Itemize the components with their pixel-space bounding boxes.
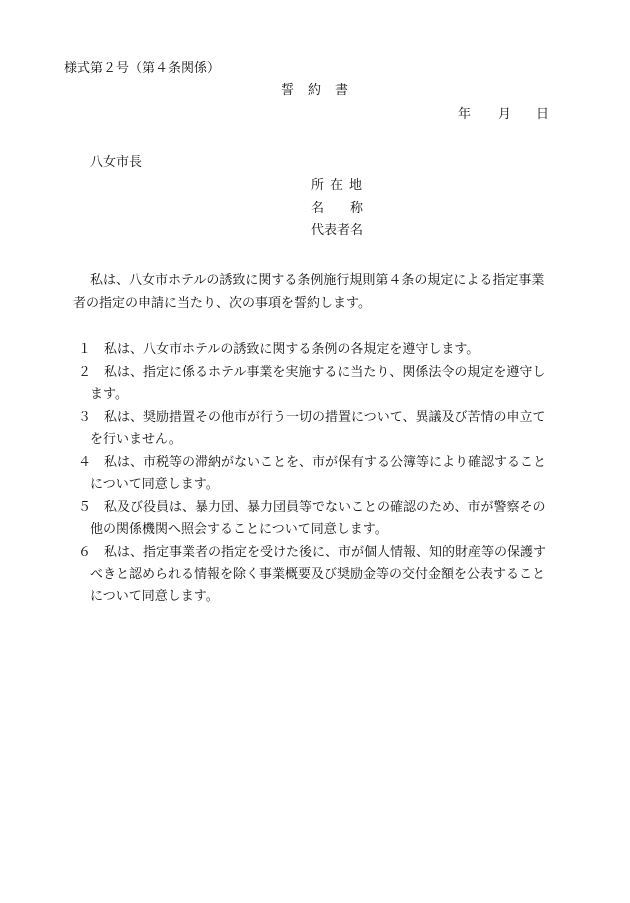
title-char: 約 (308, 83, 322, 98)
item-number: ６ (78, 545, 92, 560)
title-char: 誓 (281, 83, 295, 98)
name-char: 名 (311, 201, 325, 216)
address-label (311, 178, 362, 194)
name-char: 称 (350, 201, 364, 216)
item-number: ５ (78, 500, 92, 515)
pledge-item-3 (78, 407, 588, 451)
representative-label: 代表者名 (311, 223, 364, 238)
intro-line: 私は、八女市ホテルの誘致に関する条例施行規則第４条の規定による指定事業 (90, 273, 545, 288)
intro-line: 者の指定の申請に当たり、次の事項を誓約します。 (73, 296, 371, 311)
address-char: 所 (311, 178, 325, 193)
item-line: 私は、指定に係るホテル事業を実施するに当たり、関係法令の規定を遵守し (104, 365, 546, 380)
pledge-item-1 (78, 339, 588, 361)
form-number: 様式第２号（第４条関係） (64, 61, 221, 76)
item-number: ４ (78, 455, 92, 470)
item-line: 私及び役員は、暴力団、暴力団員等でないことの確認のため、市が警察その (104, 500, 546, 515)
item-line: 私は、市税等の滞納がないことを、市が保有する公簿等により確認すること (104, 455, 547, 470)
item-line: を行いません。 (90, 432, 182, 447)
date-day: 日 (536, 107, 550, 122)
name-label (311, 201, 363, 217)
pledge-item-5 (78, 497, 588, 541)
address-char: 在 (330, 178, 344, 193)
date-month: 月 (498, 107, 512, 122)
date-year: 年 (458, 107, 472, 122)
pledge-item-4 (78, 452, 588, 496)
pledge-item-6 (78, 542, 588, 608)
address-char: 地 (349, 178, 363, 193)
item-line: 他の関係機関へ照会することについて同意します。 (90, 522, 388, 537)
title-char: 書 (335, 83, 349, 98)
item-line: 私は、奨励措置その他市が行う一切の措置について、異議及び苦情の申立て (104, 410, 546, 425)
pledge-item-2 (78, 362, 588, 406)
item-line: 私は、指定事業者の指定を受けた後に、市が個人情報、知的財産等の保護す (104, 545, 547, 560)
addressee: 八女市長 (90, 155, 143, 170)
pledge-list (78, 339, 588, 609)
item-line: ます。 (90, 387, 128, 402)
item-number: ２ (78, 365, 92, 380)
item-line: べきと認められる情報を除く事業概要及び奨励金等の交付金額を公表すること (90, 567, 546, 582)
item-line: について同意します。 (90, 589, 219, 604)
item-number: ３ (78, 410, 92, 425)
item-line: について同意します。 (90, 477, 219, 492)
document-title (281, 83, 362, 99)
intro-paragraph (64, 269, 584, 315)
item-line: 私は、八女市ホテルの誘致に関する条例の各規定を遵守します。 (104, 342, 480, 357)
date-line (458, 107, 549, 123)
item-number: １ (78, 342, 92, 357)
